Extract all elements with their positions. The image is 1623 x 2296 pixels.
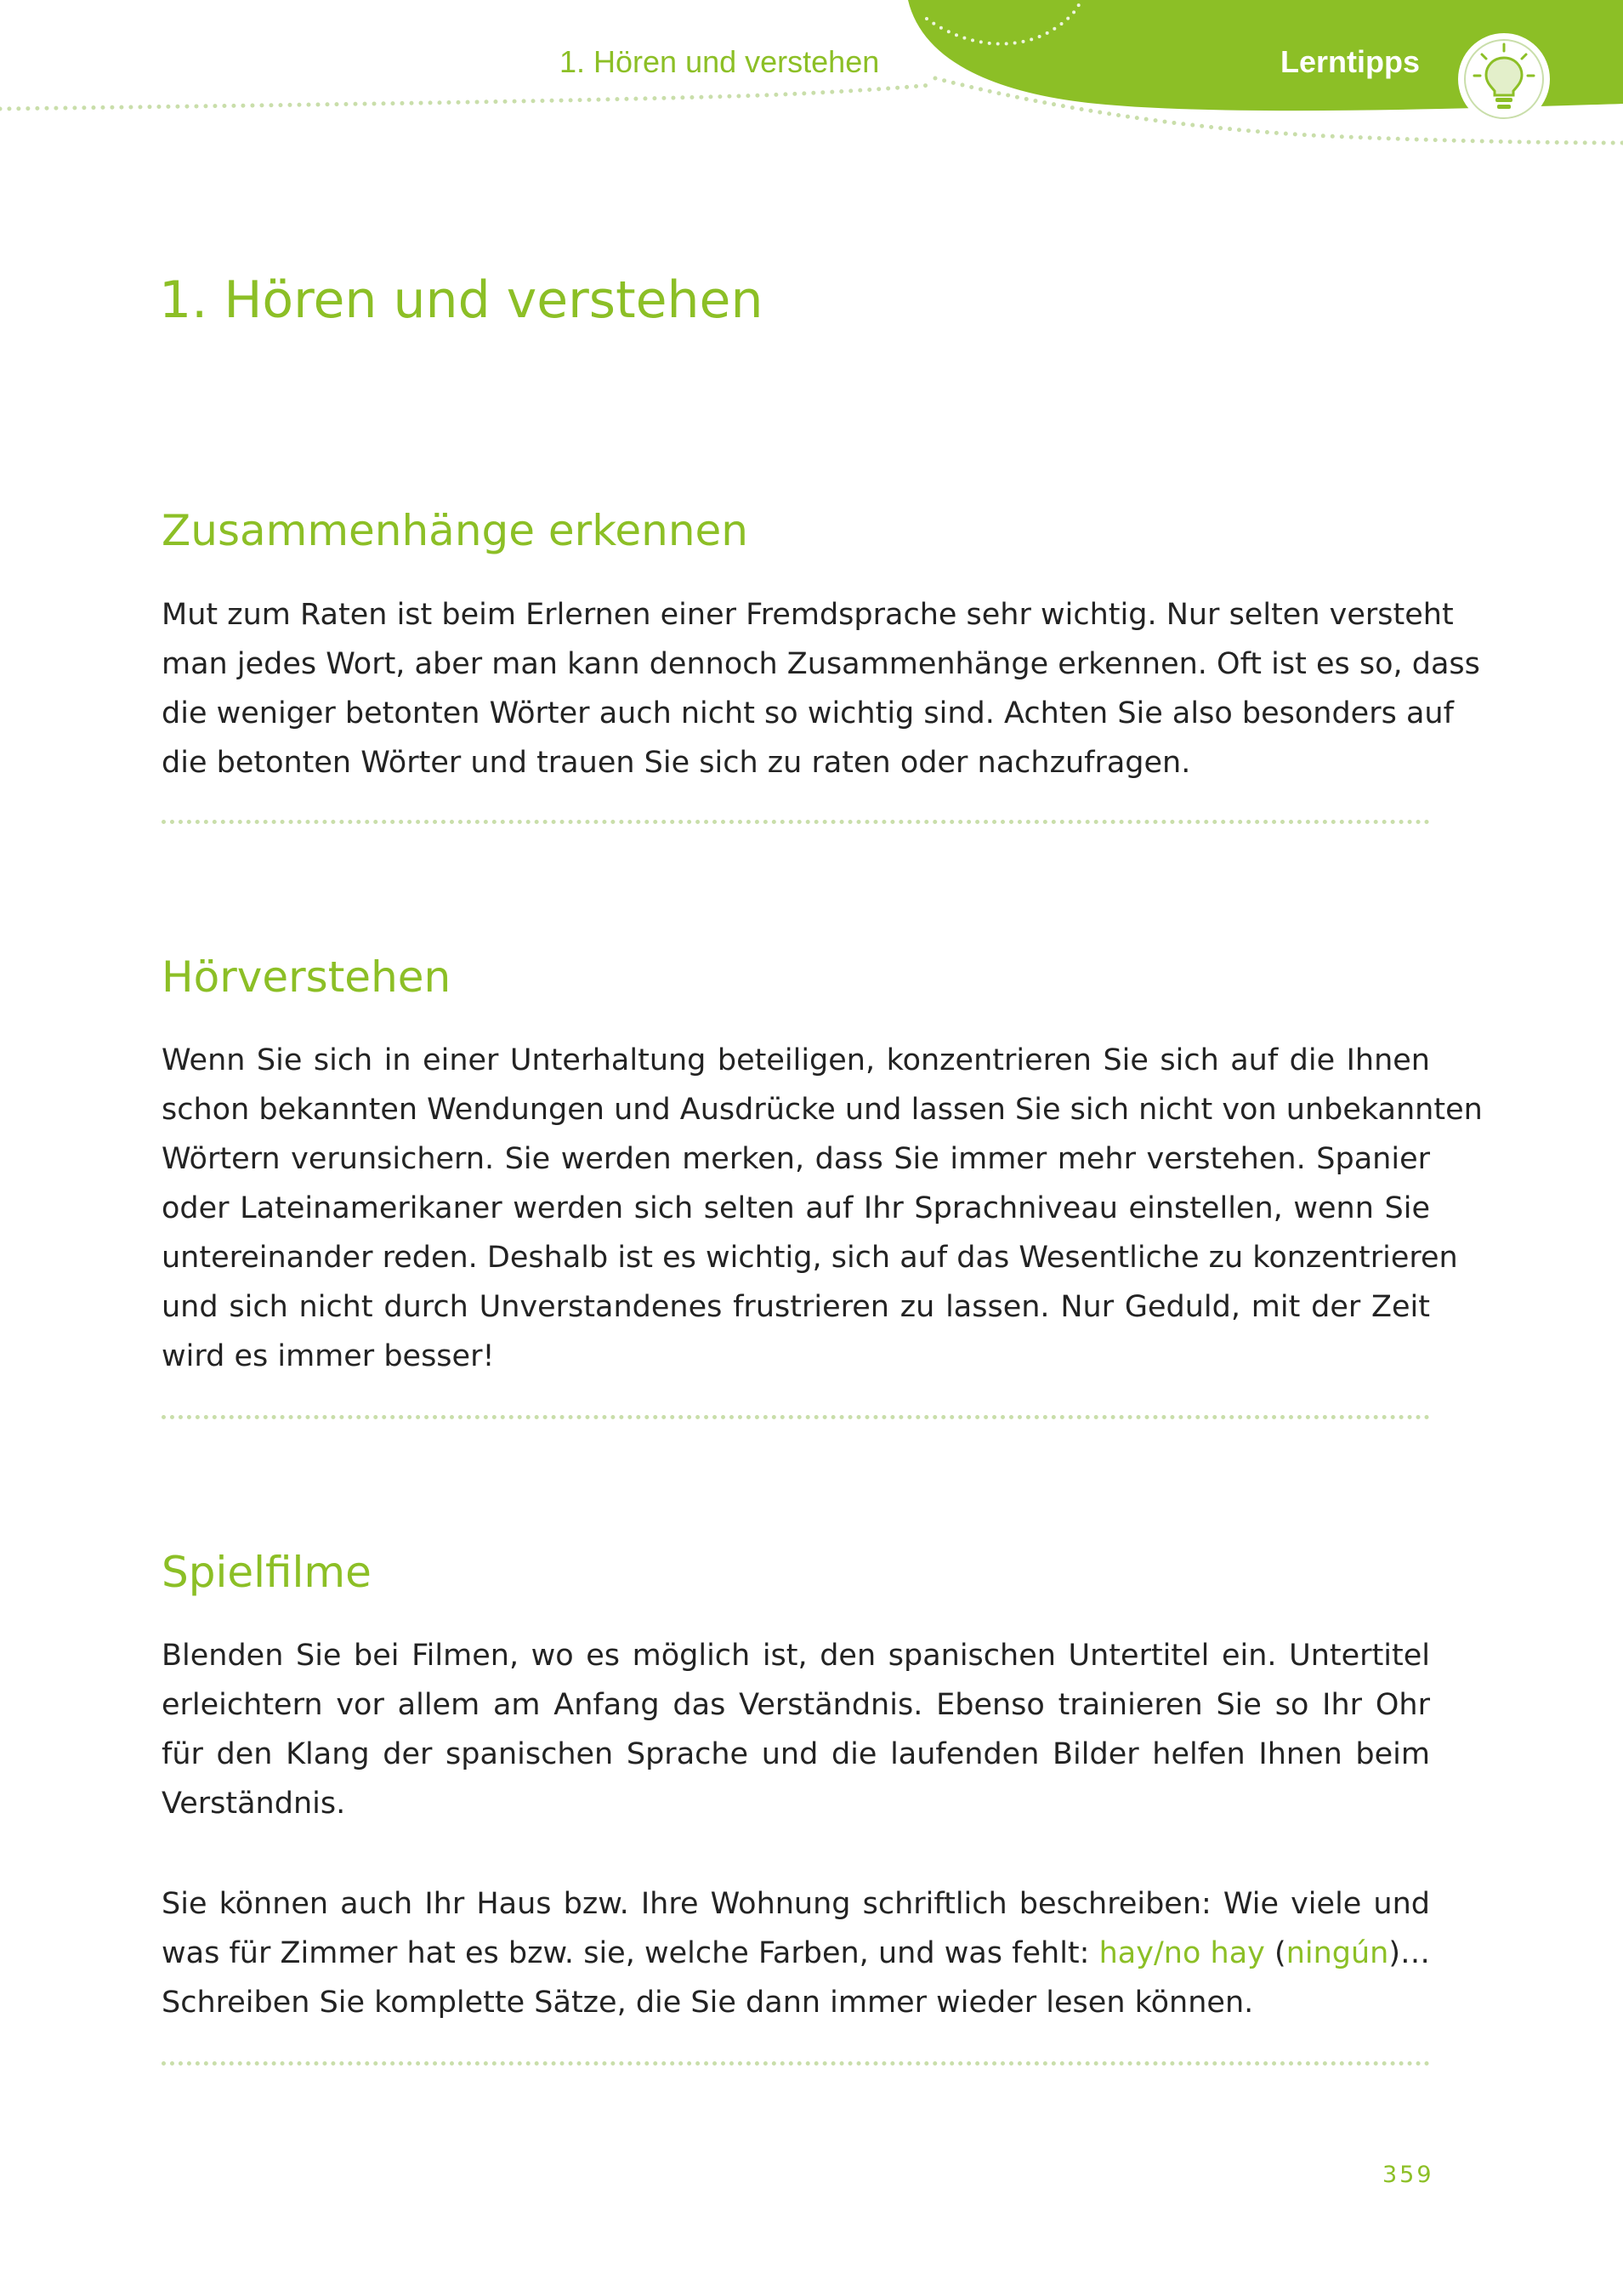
text-line: Mut zum Raten ist beim Erlernen einer Fremdsprache sehr wichtig. Nur selten versteht — [162, 598, 1454, 632]
section-text-spielfilme — [162, 1631, 1430, 1828]
text-line: Wörtern verunsichern. Sie werden merken, dass Sie immer mehr verstehen. Spanier — [162, 1142, 1430, 1176]
lightbulb-icon — [1456, 31, 1552, 128]
text-line: man jedes Wort, aber man kann dennoch Zusammenhänge erkennen. Oft ist es so, dass — [162, 647, 1480, 681]
text-line: die betonten Wörter und trauen Sie sich zu raten oder nachzufragen. — [162, 746, 1191, 780]
dotted-separator — [162, 1415, 1430, 1419]
text-line: Blenden Sie bei Filmen, wo es möglich ist, den spanischen Untertitel ein. Untertitel — [162, 1639, 1430, 1673]
text-line: Sie können auch Ihr Haus bzw. Ihre Wohnung schriftlich beschreiben: Wie viele und — [162, 1887, 1430, 1921]
chapter-title: 1. Hören und verstehen — [159, 270, 763, 330]
section-text-wohnung — [162, 1879, 1430, 2027]
text-line: oder Lateinamerikaner werden sich selten auf Ihr Sprachniveau einstellen, wenn Sie — [162, 1191, 1430, 1225]
running-head: 1. Hören und verstehen — [559, 44, 880, 79]
text-segment: ( — [1264, 1936, 1286, 1970]
text-line: für den Klang der spanischen Sprache und die laufenden Bilder helfen Ihnen beim — [162, 1737, 1430, 1771]
spanish-term-hay: hay/no hay — [1098, 1936, 1265, 1970]
text-line: erleichtern vor allem am Anfang das Verständnis. Ebenso trainieren Sie so Ihr Ohr — [162, 1688, 1430, 1722]
page-number: 359 — [1382, 2162, 1434, 2188]
spanish-term-ningun: ningún — [1285, 1936, 1389, 1970]
text-line: Schreiben Sie komplette Sätze, die Sie dann immer wieder lesen können. — [162, 1986, 1254, 2020]
text-line: schon bekannten Wendungen und Ausdrücke und lassen Sie sich nicht von unbekannten — [162, 1093, 1483, 1127]
section-text-hoerverstehen — [162, 1036, 1483, 1381]
text-line: Wenn Sie sich in einer Unterhaltung beteiligen, konzentrieren Sie sich auf die Ihnen — [162, 1043, 1430, 1077]
header-decoration — [0, 0, 1623, 170]
dotted-separator — [162, 820, 1430, 824]
lerntipps-tab-label: Lerntipps — [1280, 44, 1421, 79]
text-line: untereinander reden. Deshalb ist es wichtig, sich auf das Wesentliche zu konzentrieren — [162, 1241, 1458, 1275]
dotted-separator — [162, 2061, 1430, 2066]
text-line: Verständnis. — [162, 1787, 346, 1821]
header-dotted-line-left — [0, 85, 931, 109]
section-heading-zusammenhaenge: Zusammenhänge erkennen — [162, 506, 748, 555]
text-segment: was für Zimmer hat es bzw. sie, welche Farben, und was fehlt: — [162, 1936, 1099, 1970]
text-line: und sich nicht durch Unverstandenes frustrieren zu lassen. Nur Geduld, mit der Zeit — [162, 1290, 1430, 1324]
section-heading-spielfilme: Spielfilme — [162, 1548, 372, 1597]
text-line: wird es immer besser! — [162, 1339, 495, 1373]
text-line: die weniger betonten Wörter auch nicht so wichtig sind. Achten Sie also besonders auf — [162, 696, 1454, 730]
text-segment: )… — [1388, 1936, 1431, 1970]
section-heading-hoerverstehen: Hörverstehen — [162, 952, 451, 1002]
section-text-zusammenhaenge — [162, 590, 1480, 787]
text-line-with-terms — [162, 1929, 1430, 1978]
